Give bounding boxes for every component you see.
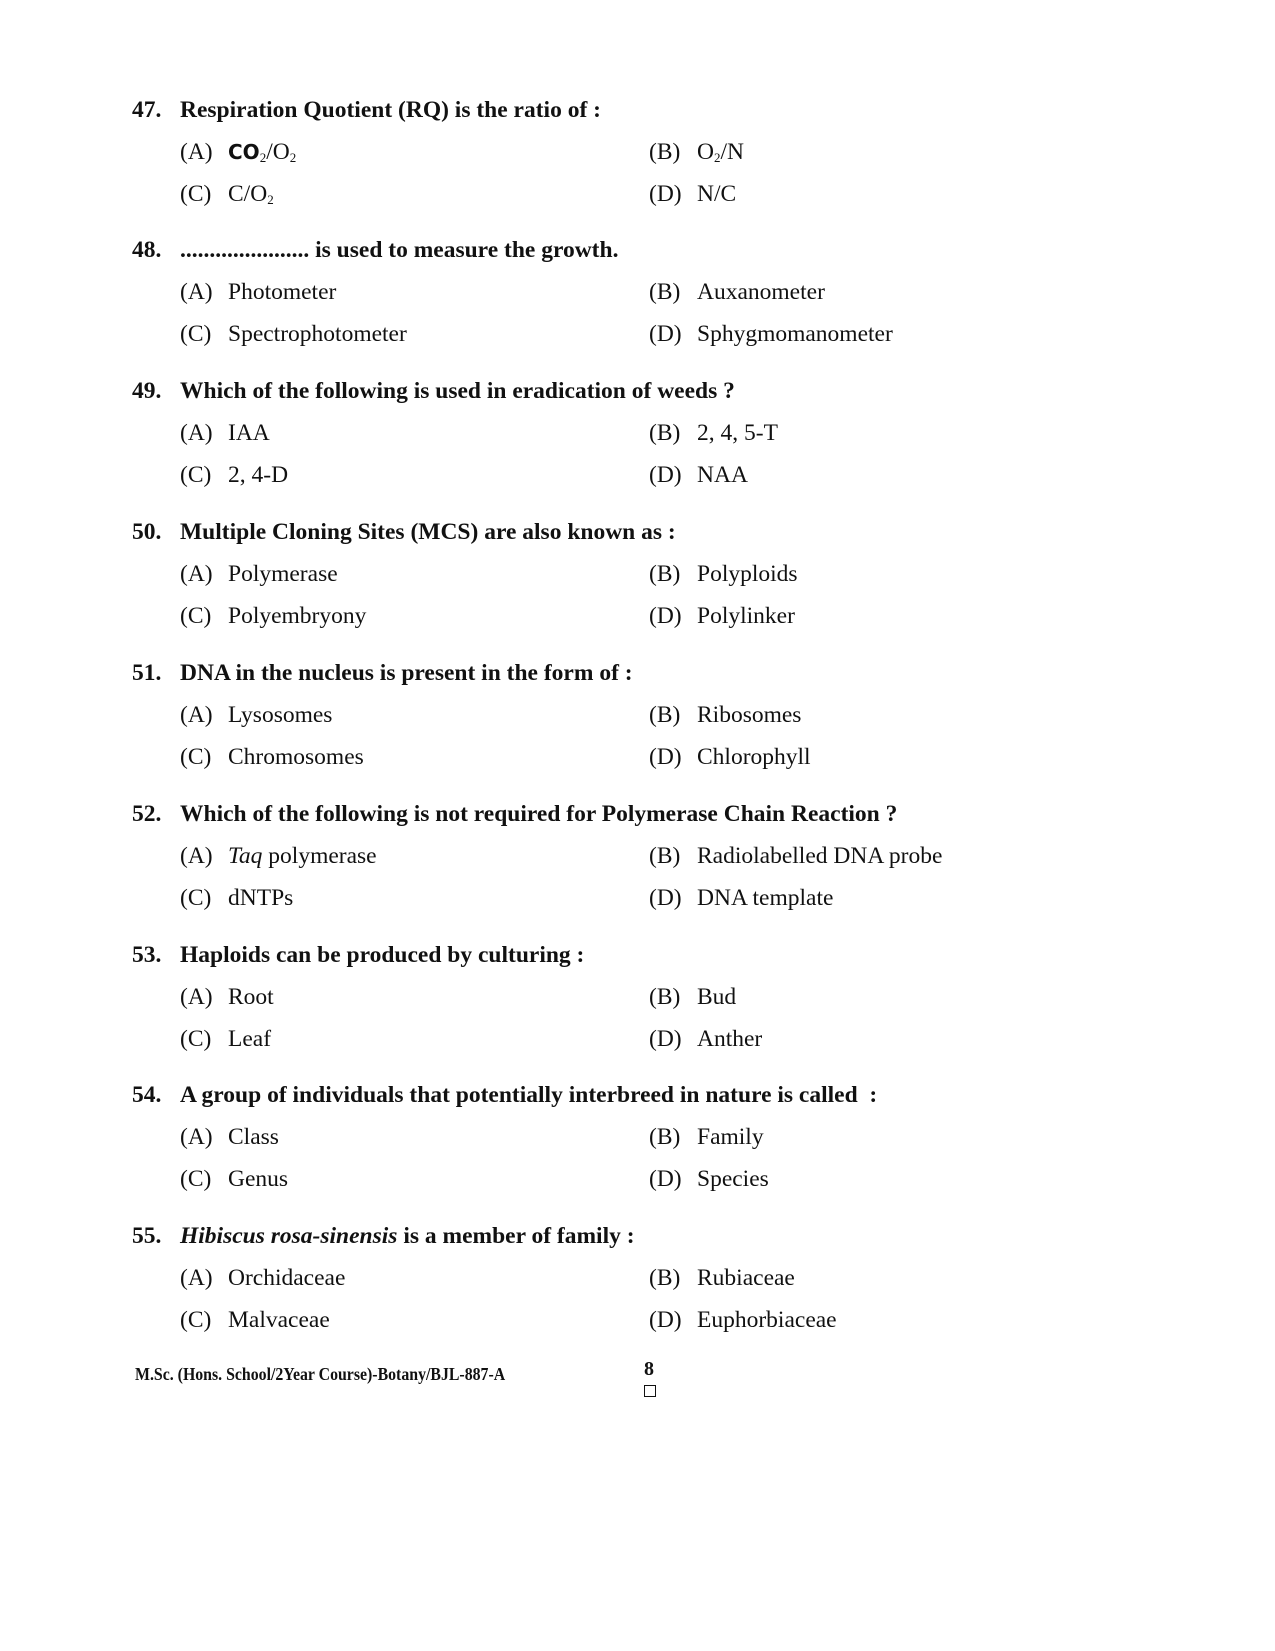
option-text-mid: /O: [266, 139, 290, 165]
option-text: Photometer: [228, 279, 337, 305]
question-number: 51.: [132, 660, 162, 686]
option-letter: (D): [649, 885, 682, 911]
question-stem: [132, 801, 897, 828]
question-stem: [132, 97, 601, 124]
question-stem: [132, 519, 676, 546]
option-d: [649, 1166, 769, 1193]
option-text: 2, 4-D: [228, 462, 289, 488]
option-text: Orchidaceae: [228, 1265, 346, 1291]
option-b: [649, 139, 744, 166]
option-letter: (B): [649, 279, 681, 305]
option-letter: (D): [649, 462, 682, 488]
question-stem: [132, 378, 735, 405]
option-letter: (C): [180, 1307, 212, 1333]
question-text: A group of individuals that potentially interbreed in nature is called :: [180, 1082, 878, 1108]
option-letter: (D): [649, 603, 682, 629]
page-number: 8: [644, 1358, 654, 1380]
option-letter: (A): [180, 702, 213, 728]
question-number: 50.: [132, 519, 162, 545]
option-letter: (A): [180, 1265, 213, 1291]
option-letter: (A): [180, 279, 213, 305]
option-text: 2, 4, 5-T: [697, 420, 778, 446]
question-54: [132, 1082, 1152, 1212]
option-text: Spectrophotometer: [228, 321, 407, 347]
option-d: [649, 1026, 762, 1053]
option-letter: (C): [180, 603, 212, 629]
question-55: [132, 1223, 1152, 1353]
question-53: [132, 942, 1152, 1072]
option-text: Ribosomes: [697, 702, 802, 728]
option-text: Class: [228, 1124, 279, 1150]
end-of-page-box-icon: [644, 1385, 656, 1397]
option-letter: (A): [180, 843, 213, 869]
question-51: [132, 660, 1152, 790]
option-letter: (C): [180, 321, 212, 347]
question-number: 55.: [132, 1223, 162, 1249]
option-letter: (A): [180, 561, 213, 587]
option-a: [180, 139, 296, 166]
option-d: [649, 603, 795, 630]
option-d: [649, 1307, 837, 1334]
option-c: [180, 181, 274, 208]
option-d: [649, 181, 736, 208]
question-stem: [132, 942, 584, 969]
question-text: ...................... is used to measure the growth.: [180, 237, 619, 263]
option-b: [649, 702, 801, 729]
subscript: 2: [267, 192, 274, 207]
option-text: Polylinker: [697, 603, 795, 629]
option-text: Rubiaceae: [697, 1265, 795, 1291]
option-text: Polymerase: [228, 561, 338, 587]
option-letter: (C): [180, 1166, 212, 1192]
question-stem: [132, 1223, 635, 1250]
option-text: IAA: [228, 420, 270, 446]
subscript: 2: [713, 150, 721, 165]
option-a: [180, 702, 332, 729]
option-b: [649, 843, 942, 870]
option-text: N/C: [697, 181, 737, 207]
option-text: Auxanometer: [697, 279, 825, 305]
question-text: DNA in the nucleus is present in the form of :: [180, 660, 633, 686]
option-d: [649, 744, 811, 771]
option-text-pre: O: [697, 139, 714, 165]
option-a: [180, 1124, 279, 1151]
option-letter: (B): [649, 420, 681, 446]
option-letter: (B): [649, 843, 681, 869]
option-text: Lysosomes: [228, 702, 333, 728]
option-text: Polyembryony: [228, 603, 367, 629]
option-c: [180, 744, 364, 771]
option-a: [180, 420, 270, 447]
question-stem: [132, 1082, 877, 1109]
question-47: [132, 97, 1152, 227]
option-letter: (B): [649, 1265, 681, 1291]
subscript: 2: [289, 150, 297, 165]
option-letter: (B): [649, 702, 681, 728]
question-50: [132, 519, 1152, 649]
option-text: Genus: [228, 1166, 289, 1192]
option-text: Radiolabelled DNA probe: [697, 843, 943, 869]
option-text: dNTPs: [228, 885, 294, 911]
option-text-post: /N: [720, 139, 744, 165]
question-number: 49.: [132, 378, 162, 404]
question-number: 47.: [132, 97, 162, 123]
option-c: [180, 321, 407, 348]
option-text: Sphygmomanometer: [697, 321, 893, 347]
question-text: Which of the following is not required for Polymerase Chain Reaction ?: [180, 801, 898, 827]
question-text: Respiration Quotient (RQ) is the ratio of :: [180, 97, 601, 123]
option-text: NAA: [697, 462, 748, 488]
option-text: Chlorophyll: [697, 744, 811, 770]
option-letter: (D): [649, 181, 682, 207]
question-48: [132, 237, 1152, 367]
option-letter: (B): [649, 984, 681, 1010]
option-text: Polyploids: [697, 561, 798, 587]
question-stem: [132, 237, 618, 264]
option-b: [649, 984, 736, 1011]
option-c: [180, 1307, 330, 1334]
option-letter: (C): [180, 181, 212, 207]
option-a: [180, 279, 336, 306]
option-letter: (D): [649, 744, 682, 770]
option-text: Leaf: [228, 1026, 272, 1052]
option-a: [180, 984, 274, 1011]
option-letter: (C): [180, 1026, 212, 1052]
option-d: [649, 462, 748, 489]
option-letter: (A): [180, 984, 213, 1010]
option-c: [180, 462, 288, 489]
course-code: M.Sc. (Hons. School/2Year Course)-Botany/BJL-887-A: [135, 1364, 506, 1384]
option-text: Anther: [697, 1026, 763, 1052]
subscript: 2: [259, 150, 267, 165]
option-letter: (C): [180, 462, 212, 488]
question-text: Haploids can be produced by culturing :: [180, 942, 585, 968]
option-c: [180, 885, 293, 912]
option-letter: (A): [180, 420, 213, 446]
option-letter: (B): [649, 139, 681, 165]
option-letter: (D): [649, 1026, 682, 1052]
option-c: [180, 603, 366, 630]
question-number: 52.: [132, 801, 162, 827]
option-a: [180, 561, 338, 588]
option-a: [180, 1265, 345, 1292]
option-b: [649, 1124, 764, 1151]
option-text: Euphorbiaceae: [697, 1307, 837, 1333]
option-text: Chromosomes: [228, 744, 364, 770]
option-letter: (A): [180, 139, 213, 165]
option-letter: (C): [180, 744, 212, 770]
option-letter: (D): [649, 1307, 682, 1333]
option-b: [649, 561, 798, 588]
question-number: 54.: [132, 1082, 162, 1108]
option-text-italic: Taq: [228, 843, 263, 869]
option-text-co: CO: [228, 140, 260, 164]
option-c: [180, 1166, 288, 1193]
option-text: Malvaceae: [228, 1307, 330, 1333]
option-b: [649, 279, 825, 306]
option-letter: (B): [649, 561, 681, 587]
option-b: [649, 1265, 795, 1292]
option-b: [649, 420, 778, 447]
option-letter: (D): [649, 321, 682, 347]
option-text: Species: [697, 1166, 769, 1192]
option-letter: (D): [649, 1166, 682, 1192]
question-text: Which of the following is used in eradication of weeds ?: [180, 378, 735, 404]
option-d: [649, 321, 893, 348]
question-number: 53.: [132, 942, 162, 968]
option-text: Bud: [697, 984, 737, 1010]
question-text: is a member of family :: [397, 1223, 635, 1249]
option-letter: (B): [649, 1124, 681, 1150]
question-text-italic: Hibiscus rosa-sinensis: [180, 1223, 398, 1249]
option-d: [649, 885, 833, 912]
option-a: [180, 843, 377, 870]
question-number: 48.: [132, 237, 162, 263]
option-text-pre: C/O: [228, 181, 268, 207]
option-letter: (A): [180, 1124, 213, 1150]
option-text: polymerase: [262, 843, 377, 869]
option-letter: (C): [180, 885, 212, 911]
option-text: Root: [228, 984, 274, 1010]
question-52: [132, 801, 1152, 931]
option-c: [180, 1026, 271, 1053]
question-stem: [132, 660, 633, 687]
option-text: DNA template: [697, 885, 834, 911]
question-49: [132, 378, 1152, 508]
option-text: Family: [697, 1124, 764, 1150]
question-text: Multiple Cloning Sites (MCS) are also known as :: [180, 519, 676, 545]
